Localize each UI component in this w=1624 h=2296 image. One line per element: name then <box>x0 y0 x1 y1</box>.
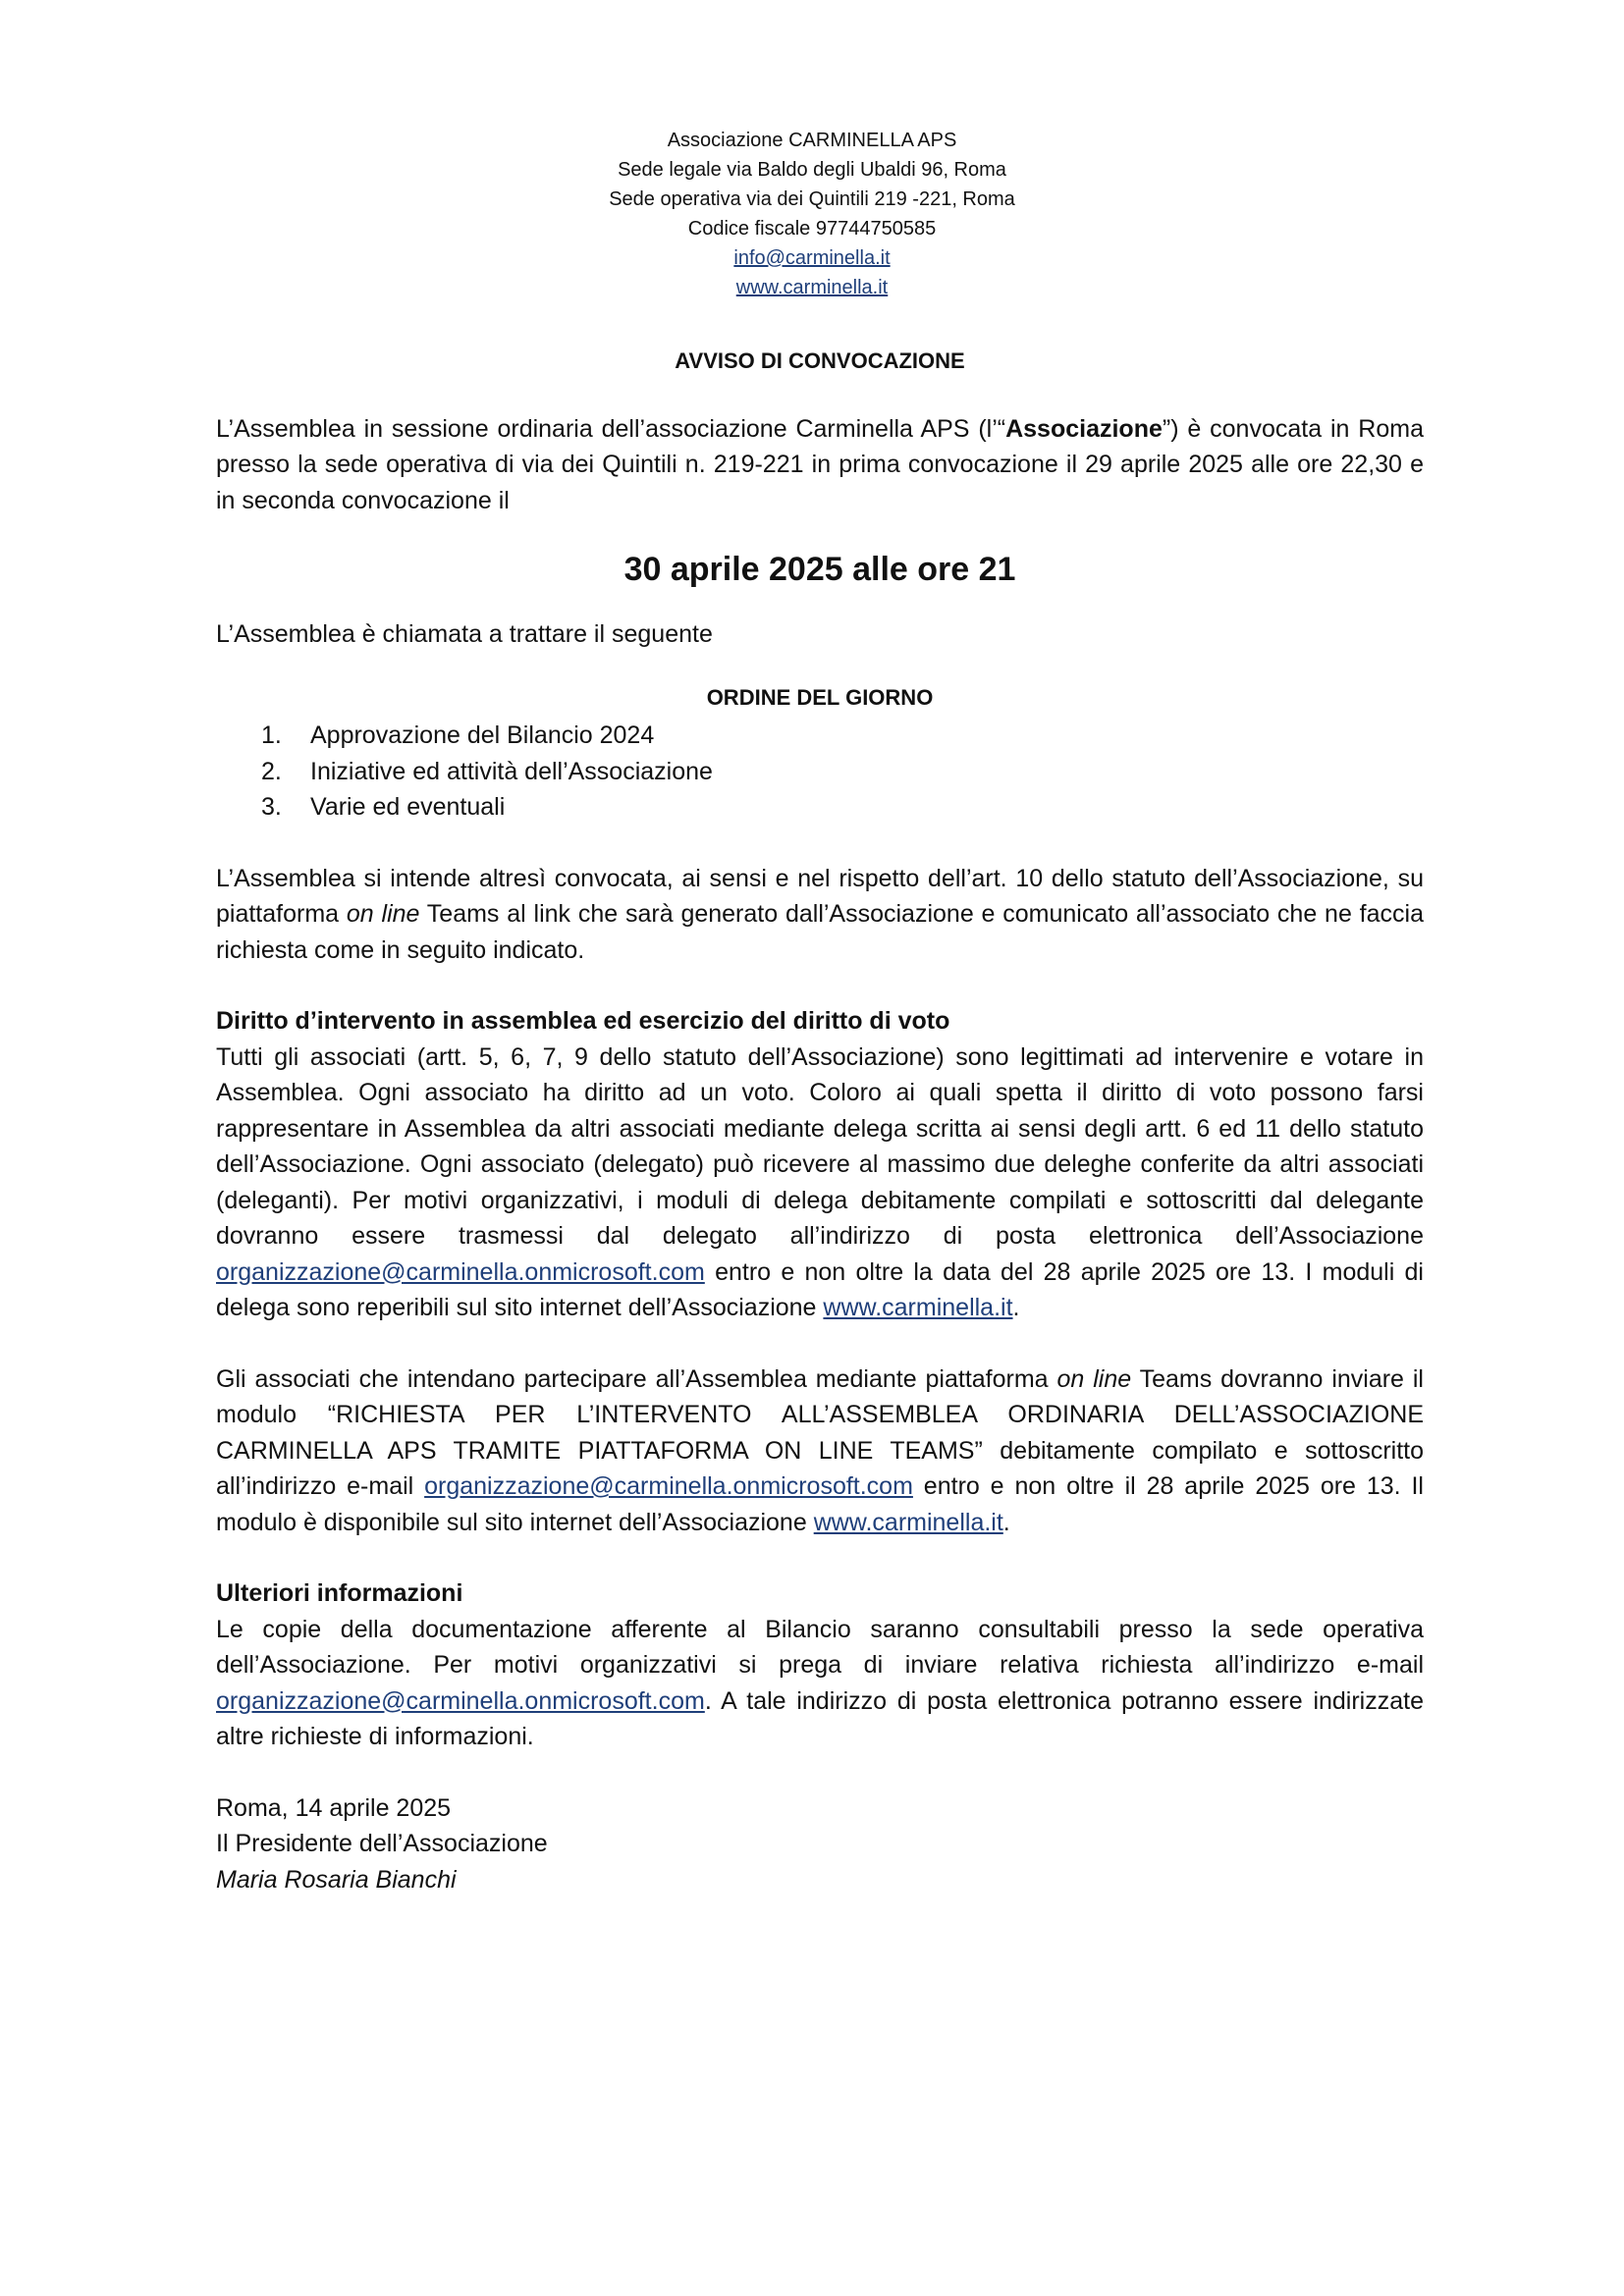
letterhead <box>0 126 1624 302</box>
voting-paragraph <box>216 1040 1424 1326</box>
sede-legale: Sede legale via Baldo degli Ubaldi 96, Roma <box>618 159 1006 181</box>
sede-operativa: Sede operativa via dei Quintili 219 -221, Roma <box>609 188 1015 210</box>
teams-text: Gli associati che intendano partecipare all’Assemblea mediante piattaforma <box>216 1364 1057 1393</box>
voting-website-link[interactable]: www.carminella.it <box>823 1294 1013 1321</box>
teams-paragraph <box>216 1362 1424 1541</box>
agenda-item-number: 3. <box>261 793 282 821</box>
online-text: L’Assemblea si intende altresì convocata, ai sensi e nel rispetto dell’art. 10 dello statuto dell’Associazione, su piattaforma <box>216 864 1424 928</box>
teams-text-4: . <box>1002 1508 1010 1536</box>
teams-website-link[interactable]: www.carminella.it <box>813 1508 1003 1536</box>
teams-text-3: entro e non oltre il 28 aprile 2025 ore 13. Il modulo è disponibile sul sito internet dell’Associazione <box>216 1472 1424 1536</box>
online-text-2: Teams al link che sarà generato dall’Associazione e comunicato all’associato che ne faccia richiesta come in seguito indicato. <box>216 900 1424 964</box>
online-paragraph <box>216 861 1424 969</box>
teams-text-2: Teams dovranno inviare il modulo “RICHIESTA PER L’INTERVENTO ALL’ASSEMBLEA ORDINARIA DELL’ASSOCIAZIONE CARMINELLA APS TRAMITE PIATTAFORMA ON LINE TEAMS” debitamente compilato e sottoscritto all’indirizzo e-mail <box>216 1364 1424 1500</box>
codice-fiscale: Codice fiscale 97744750585 <box>687 218 937 240</box>
intro-paragraph <box>216 411 1424 519</box>
agenda-intro: L’Assemblea è chiamata a trattare il seguente <box>216 620 713 648</box>
agenda-item-number: 2. <box>261 757 282 785</box>
teams-email-link[interactable]: organizzazione@carminella.onmicrosoft.com <box>424 1472 913 1500</box>
agenda-list <box>216 718 1424 826</box>
voting-text: Tutti gli associati (artt. 5, 6, 7, 9 dello statuto dell’Associazione) sono legittimati ad intervenire e votare in Assemblea. Ogni associato ha diritto ad un voto. Coloro ai quali spetta il diritto di voto possono farsi rappresentare in Assemblea da altri associati mediante delega scritta ai sensi degli artt. 6 ed 11 dello statuto dell’Associazione. Ogni associato (delegato) può ricevere al massimo due deleghe conferite da altri associati (deleganti). Per motivi organizzativi, i moduli di delega debitamente compilati e sottoscritti dal delegante dovranno essere trasmessi dal delegato all’indirizzo di posta elettronica dell’Associazione <box>216 1042 1424 1250</box>
intro-text: L’Assemblea in sessione ordinaria dell’associazione Carminella APS (l’“ <box>216 414 1006 443</box>
voting-section-title: Diritto d’intervento in assemblea ed esercizio del diritto di voto <box>216 1007 950 1035</box>
agenda-item-number: 1. <box>261 721 282 749</box>
info-email-link[interactable]: organizzazione@carminella.onmicrosoft.com <box>216 1686 705 1715</box>
website-link[interactable]: www.carminella.it <box>735 277 889 298</box>
info-text-2: . A tale indirizzo di posta elettronica potranno essere indirizzate altre richieste di informazioni. <box>216 1686 1424 1750</box>
signature-block <box>216 1790 1424 1898</box>
info-text: Le copie della documentazione afferente al Bilancio saranno consultabili presso la sede operativa dell’Associazione. Per motivi organizzativi si prega di inviare relativa richiesta all’indirizzo e-mail <box>216 1615 1424 1679</box>
agenda-item-text: Iniziative ed attività dell’Associazione <box>310 757 713 785</box>
info-section-title: Ulteriori informazioni <box>216 1579 463 1607</box>
email-link[interactable]: info@carminella.it <box>733 247 891 269</box>
document-title: AVVISO DI CONVOCAZIONE <box>675 348 965 373</box>
voting-text-2: entro e non oltre la data del 28 aprile 2025 ore 13. I moduli di delega sono reperibili sul sito internet dell’Associazione <box>216 1257 1424 1321</box>
agenda-item-text: Approvazione del Bilancio 2024 <box>310 721 655 749</box>
online-italic: on line <box>346 900 420 928</box>
agenda-item <box>216 718 1424 754</box>
document-body <box>216 344 1424 1897</box>
place-date: Roma, 14 aprile 2025 <box>216 1793 452 1822</box>
info-paragraph <box>216 1612 1424 1755</box>
intro-bold: Associazione <box>1005 414 1163 443</box>
signatory-name: Maria Rosaria Bianchi <box>216 1865 457 1894</box>
agenda-title: ORDINE DEL GIORNO <box>706 684 934 710</box>
teams-italic: on line <box>1056 1364 1132 1393</box>
signatory-role: Il Presidente dell’Associazione <box>216 1830 548 1857</box>
agenda-item-text: Varie ed eventuali <box>310 793 506 821</box>
meeting-date: 30 aprile 2025 alle ore 21 <box>623 551 1016 588</box>
agenda-item <box>216 754 1424 790</box>
voting-email-link[interactable]: organizzazione@carminella.onmicrosoft.com <box>216 1257 705 1286</box>
intro-text-2: ”) è convocata in Roma presso la sede operativa di via dei Quintili n. 219-221 in prima convocazione il 29 aprile 2025 alle ore 22,30 e in seconda convocazione il <box>216 414 1424 514</box>
agenda-item <box>216 789 1424 826</box>
org-name: Associazione CARMINELLA APS <box>667 130 957 151</box>
voting-text-3: . <box>1012 1294 1020 1321</box>
